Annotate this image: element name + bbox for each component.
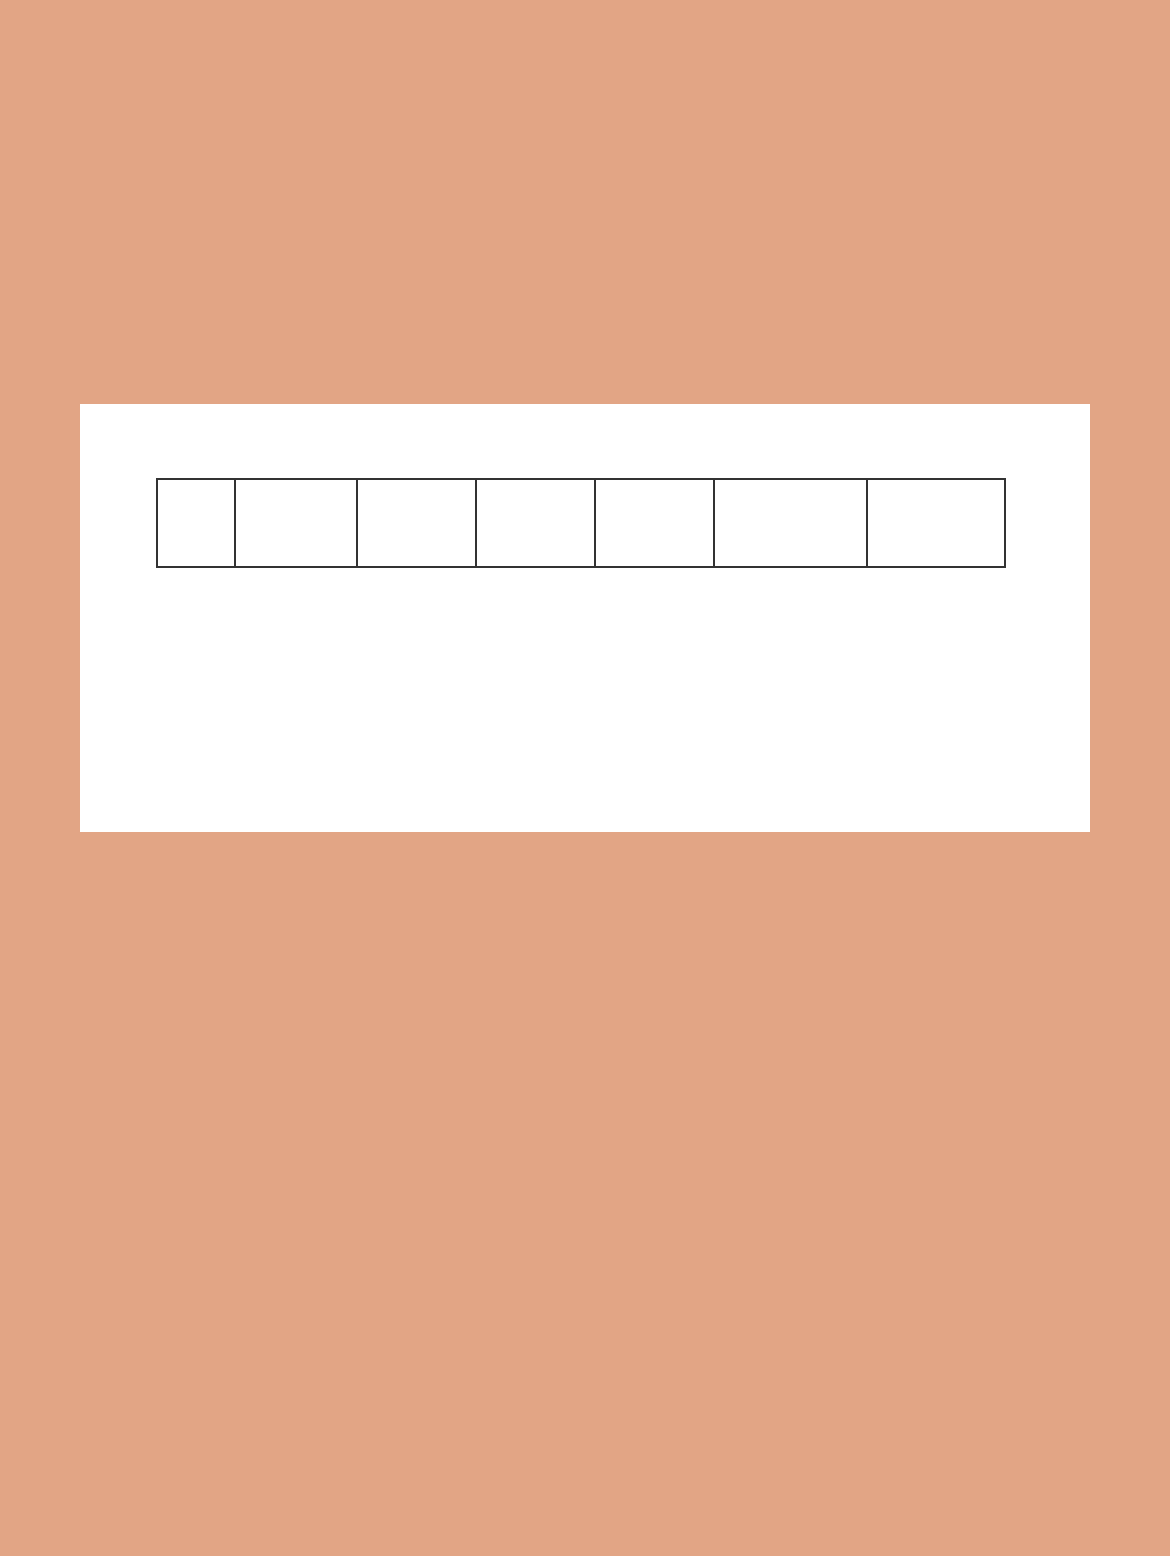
header-torso-length <box>714 479 867 567</box>
header-age <box>235 479 357 567</box>
size-table-header-row <box>157 479 1005 567</box>
size-table-card <box>80 404 1090 832</box>
header-height <box>357 479 476 567</box>
side-label-cell <box>157 479 235 567</box>
header-item-length <box>867 479 1005 567</box>
header-hips <box>595 479 714 567</box>
header-sleeve <box>476 479 595 567</box>
size-table <box>156 478 1006 568</box>
